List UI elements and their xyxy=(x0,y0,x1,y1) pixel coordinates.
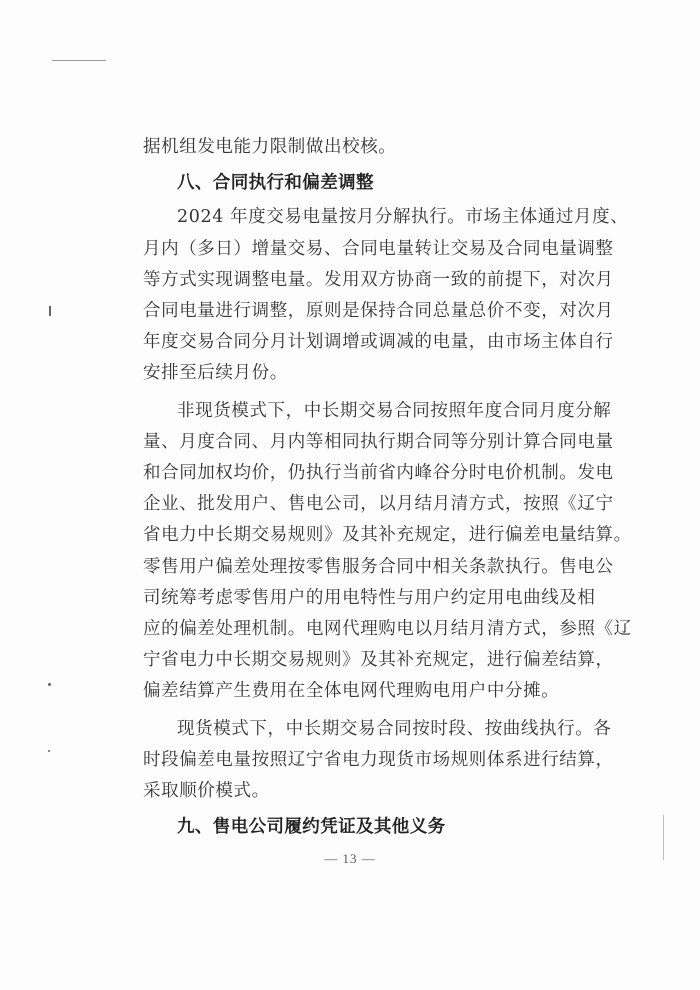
paragraph-line: 零售用户偏差处理按零售服务合同中相关条款执行。售电公 xyxy=(143,557,614,577)
paragraph-line: 月内（多日）增量交易、合同电量转让交易及合同电量调整 xyxy=(143,239,614,259)
paragraph-line: 应的偏差处理机制。电网代理购电以月结月清方式，参照《辽 xyxy=(143,619,632,639)
paragraph-line: 现货模式下，中长期交易合同按时段、按曲线执行。各 xyxy=(177,719,612,739)
section-heading-8: 八、合同执行和偏差调整 xyxy=(177,173,374,193)
paragraph-line: 等方式实现调整电量。发用双方协商一致的前提下，对次月 xyxy=(143,270,614,290)
paragraph-line: 量、月度合同、月内等相同执行期合同等分别计算合同电量 xyxy=(143,432,614,452)
paragraph-line: 非现货模式下，中长期交易合同按照年度合同月度分解 xyxy=(177,401,612,421)
section-heading-9: 九、售电公司履约凭证及其他义务 xyxy=(177,817,446,837)
page-number: — 13 — xyxy=(324,851,376,866)
paragraph-line: 偏差结算产生费用在全体电网代理购电用户中分摊。 xyxy=(143,681,560,701)
paragraph-line: 2024 年度交易电量按月分解执行。市场主体通过月度、 xyxy=(177,207,629,227)
paragraph-line: 采取顺价模式。 xyxy=(143,781,270,801)
paragraph-line: 司统筹考虑零售用户的用电特性与用户约定用电曲线及相 xyxy=(143,588,596,608)
paragraph-line: 宁省电力中长期交易规则》及其补充规定，进行偏差结算， xyxy=(143,650,614,670)
paragraph-line: 和合同加权均价，仍执行当前省内峰谷分时电价机制。发电 xyxy=(143,463,614,483)
paragraph-line: 省电力中长期交易规则》及其补充规定，进行偏差电量结算。 xyxy=(143,525,632,545)
top-rule xyxy=(52,60,106,61)
scan-mark xyxy=(49,306,51,316)
paragraph-line: 企业、批发用户、售电公司，以月结月清方式，按照《辽宁 xyxy=(143,494,614,514)
paragraph-line: 安排至后续月份。 xyxy=(143,363,288,383)
paragraph-line: 年度交易合同分月计划调增或调减的电量，由市场主体自行 xyxy=(143,332,614,352)
scan-mark xyxy=(48,683,51,686)
paragraph-line: 合同电量进行调整，原则是保持合同总量总价不变，对次月 xyxy=(143,301,614,321)
scan-mark xyxy=(48,750,50,752)
paragraph-line: 据机组发电能力限制做出校核。 xyxy=(143,137,397,157)
paragraph-line: 时段偏差电量按照辽宁省电力现货市场规则体系进行结算， xyxy=(143,750,614,770)
